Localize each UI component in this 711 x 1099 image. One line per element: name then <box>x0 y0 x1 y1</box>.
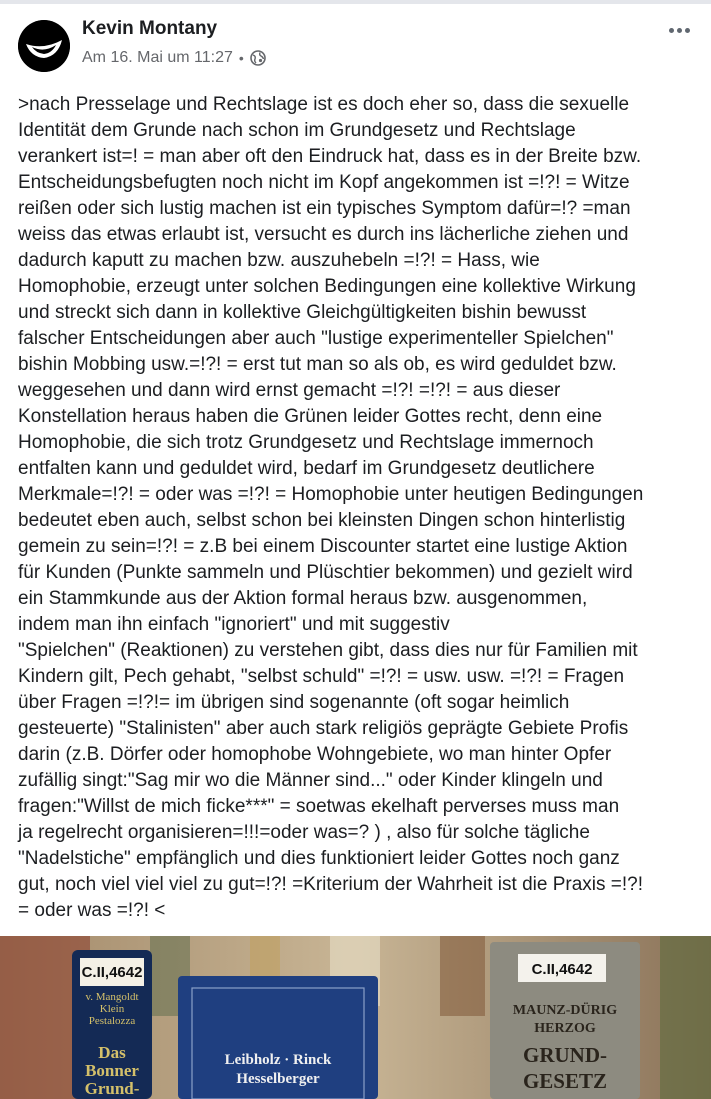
post-body <box>18 92 698 924</box>
book3-author-1: MAUNZ-DÜRIG <box>512 1003 618 1018</box>
post-text-line: falscher Entscheidungen aber auch "lustige experimenteller Spielchen" <box>18 328 614 349</box>
post-text-line: bishin Mobbing usw.=!?! = erst tut man so als ob, es wird geduldet bzw. <box>18 354 617 375</box>
post-text-line: darin (z.B. Dörfer oder homophobe Wohngebiete, wo man hinter Opfer <box>18 744 612 765</box>
post-text-line: gut, noch viel viel viel zu gut=!?! =Kriterium der Wahrheit ist die Praxis =!?! <box>18 874 643 895</box>
book1-title-3: Grund- <box>84 1079 140 1098</box>
post-text-line: Konstellation heraus haben die Grünen leider Gottes recht, denn eine <box>18 406 603 427</box>
post-text-line: Entscheidungsbefugten noch nicht im Kopf angekommen ist =!?! = Witze <box>18 172 630 193</box>
post-meta <box>82 49 266 67</box>
post-timestamp[interactable]: Am 16. Mai um 11:27 <box>82 49 233 66</box>
law-books-photo <box>0 936 711 1099</box>
post-text-line: Merkmale=!?! = oder was =!?! = Homophobie unter heutigen Bedingungen <box>18 484 644 505</box>
post-text-line: entfalten kann und geduldet wird, bedarf im Grundgesetz deutlichere <box>18 458 595 479</box>
book1-label: C.II,4642 <box>81 964 143 981</box>
book1-author-1: v. Mangoldt <box>85 991 139 1003</box>
book1-title-2: Bonner <box>85 1061 139 1080</box>
post-text-line: fragen:"Willst de mich ficke***" = soetwas ekelhaft perverses muss man <box>18 796 620 817</box>
post-text-line: ein Stammkunde aus der Aktion formal heraus bzw. ausgenommen, <box>18 588 588 609</box>
more-options-icon[interactable] <box>665 20 693 40</box>
post-text-line: weggesehen und dann wird ernst gemacht =!?! =!?! = aus dieser <box>18 380 561 401</box>
post-text-line: gesteuerte) "Stalinisten" aber auch stark religiös geprägte Gebiete Profis <box>18 718 629 739</box>
post-text-line: Homophobie, erzeugt unter solchen Bedingungen eine kollektive Wirkung <box>18 276 636 297</box>
book3-title-2: GESETZ <box>522 1069 608 1093</box>
book2-author-1: Leibholz · Rinck <box>224 1052 332 1068</box>
post-text-line: reißen oder sich lustig machen ist ein typisches Symptom dafür=!? =man <box>18 198 631 219</box>
post-text-line: und streckt sich dann in kollektive Gleichgültigkeiten bishin bewusst <box>18 302 587 323</box>
post-text-line: über Fragen =!?!= im übrigen sind sogenannte (oft sogar heimlich <box>18 692 570 713</box>
post-text-line: bedeutet eben auch, selbst schon bei kleinsten Dingen schon hinterlistig <box>18 510 626 531</box>
post-text-line: gemein zu sein=!?! = z.B bei einem Discounter startet eine lustige Aktion <box>18 536 628 557</box>
post-text-line: Kindern gilt, Pech gehabt, "selbst schuld" =!?! = usw. usw. =!?! = Fragen <box>18 666 625 687</box>
post-text-line: ja regelrecht organisieren=!!!=oder was=? ) , also für solche tägliche <box>18 822 590 843</box>
post-text-line: weiss das etwas erlaubt ist, versucht es durch ins lächerliche ziehen und <box>18 224 629 245</box>
avatar-logo-icon <box>18 20 70 72</box>
post-text-line: zufällig singt:"Sag mir wo die Männer sind..." oder Kinder klingeln und <box>18 770 603 791</box>
book3-title-1: GRUND- <box>523 1043 607 1067</box>
book1-title-1: Das <box>98 1043 126 1062</box>
meta-separator: • <box>238 50 244 66</box>
post-text-line: >nach Presselage und Rechtslage ist es doch eher so, dass die sexuelle <box>18 94 630 115</box>
avatar[interactable] <box>18 20 70 72</box>
post-text-line: indem man ihn einfach "ignoriert" und mit suggestiv <box>18 614 450 635</box>
book2-author-2: Hesselberger <box>236 1071 320 1087</box>
post-text-line: "Nadelstiche" empfänglich und dies funktioniert leider Gottes noch ganz <box>18 848 620 869</box>
post-text-line: Identität dem Grunde nach schon im Grundgesetz und Rechtslage <box>18 120 576 141</box>
post-text-line: = oder was =!?! < <box>18 900 166 921</box>
post-text-line: Homophobie, die sich trotz Grundgesetz und Rechtslage immernoch <box>18 432 594 453</box>
book3-label: C.II,4642 <box>531 961 593 978</box>
book1-author-2: Klein <box>99 1003 125 1015</box>
post-header <box>0 4 711 76</box>
book1-author-3: Pestalozza <box>88 1015 136 1027</box>
post-text-line: "Spielchen" (Reaktionen) zu verstehen gibt, dass dies nur für Familien mit <box>18 640 638 661</box>
author-name[interactable]: Kevin Montany <box>82 18 218 39</box>
book3-author-2: HERZOG <box>534 1021 596 1036</box>
post-text-line: für Kunden (Punkte sammeln und Plüschtier bekommen) und gezielt wird <box>18 562 633 583</box>
post-photo[interactable] <box>0 936 711 1099</box>
post-text-line: dadurch kaputt zu machen bzw. auszuhebeln =!?! = Hass, wie <box>18 250 540 271</box>
globe-icon[interactable] <box>250 50 266 66</box>
post-text-line: verankert ist=! = man aber oft den Eindruck hat, dass es in der Breite bzw. <box>18 146 642 167</box>
